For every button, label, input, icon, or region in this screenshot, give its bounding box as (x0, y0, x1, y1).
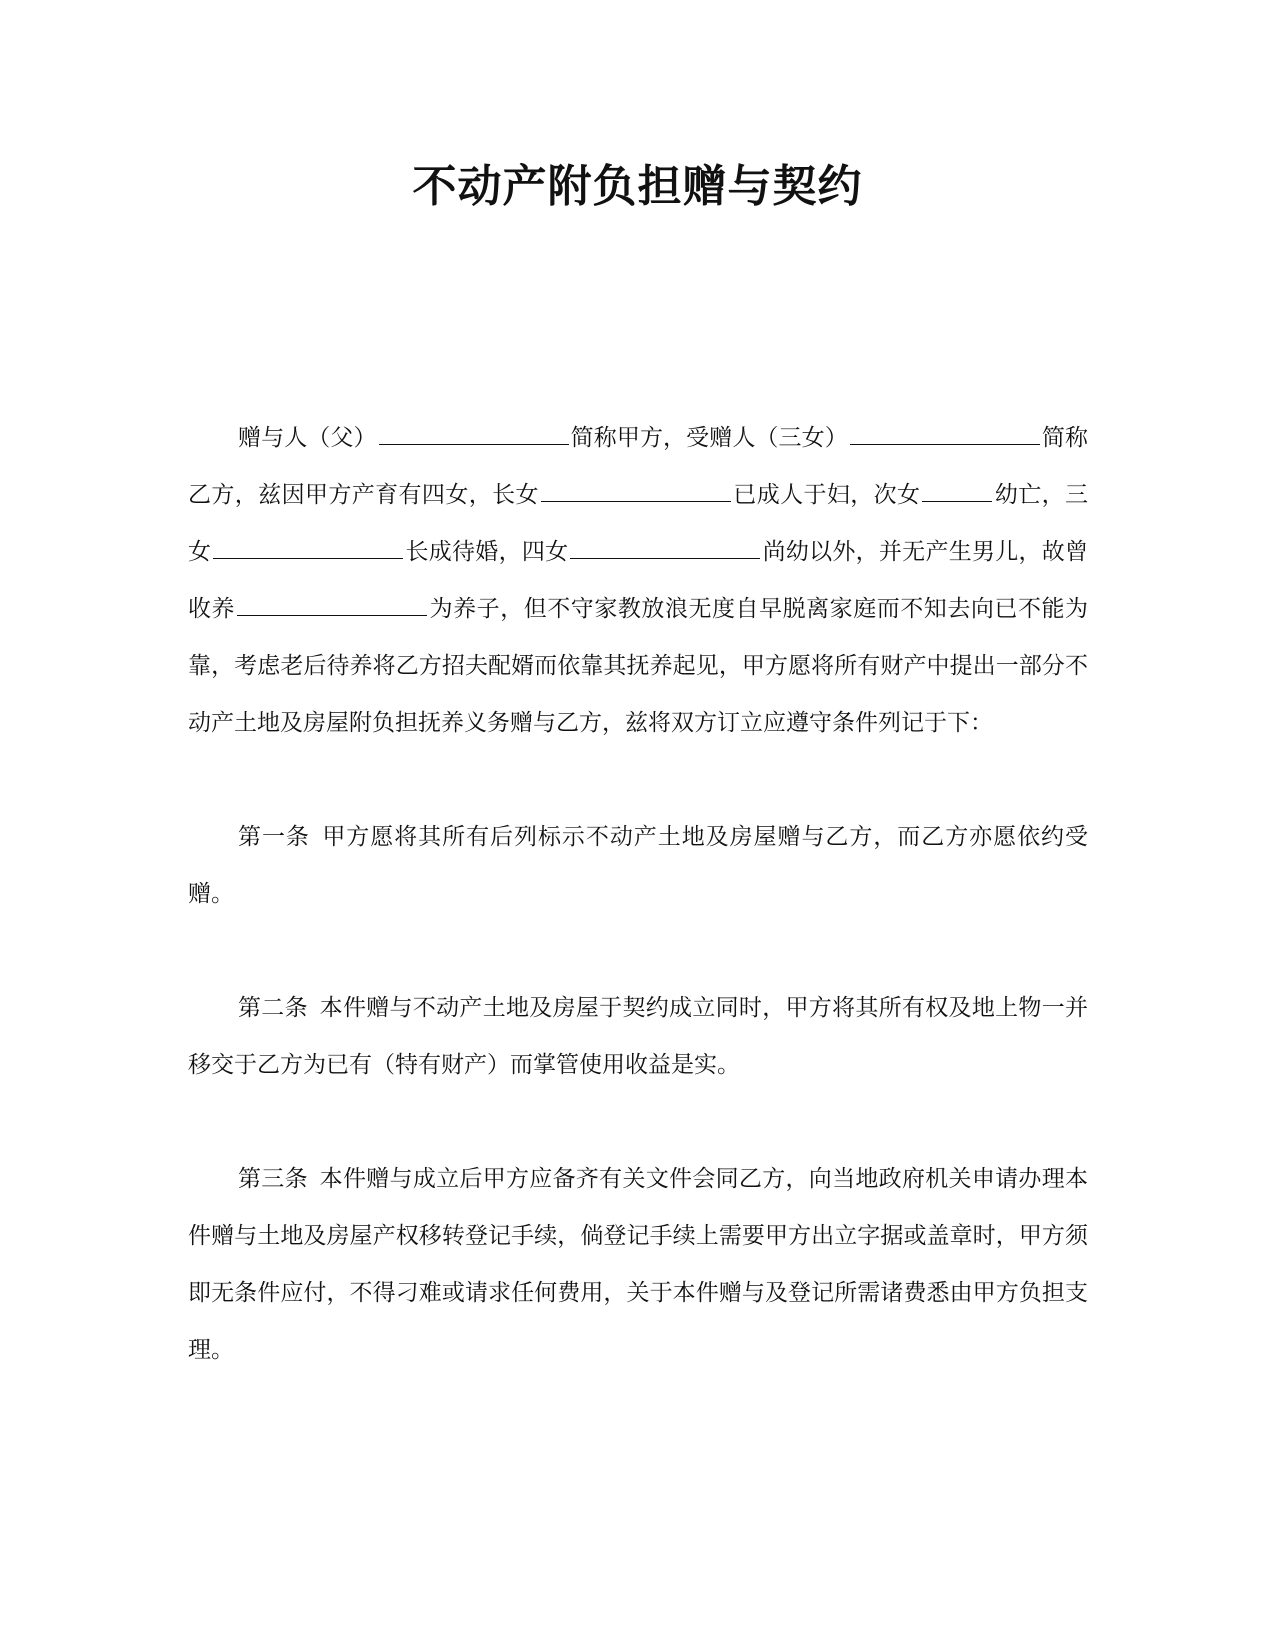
document-body (188, 410, 1088, 1379)
fourth-daughter-blank[interactable] (570, 538, 760, 559)
intro-text-5: 幼亡，三女 (188, 482, 1089, 565)
article-1-text: 甲方愿将其所有后列标示不动产土地及房屋赠与乙方，而乙方亦愿依约受赠。 (188, 824, 1089, 907)
article-1-label: 第一条 (238, 824, 310, 850)
adopted-son-blank[interactable] (237, 595, 427, 616)
document-title: 不动产附负担赠与契约 (412, 161, 863, 212)
article-3-label: 第三条 (238, 1166, 308, 1192)
paragraph-gap (188, 1094, 1088, 1151)
intro-text-8: 为养子，但不守家教放浪无度自早脱离家庭而不知去向已不能为靠，考虑老后待养将乙方招夫配婿而依靠其抚养起见，甲方愿将所有财产中提出一部分不动产土地及房屋附负担抚养义务赠与乙方，兹将双方订立应遵守条件列记于下： (188, 596, 1089, 736)
paragraph-gap (188, 752, 1088, 809)
article-2-text: 本件赠与不动产土地及房屋于契约成立同时，甲方将其所有权及地上物一并移交于乙方为已有（特有财产）而掌管使用收益是实。 (188, 995, 1088, 1078)
intro-paragraph (188, 410, 1088, 752)
intro-text-7: 尚幼以外，并无产生男儿，故曾收养 (188, 539, 1089, 622)
intro-text-4: 已成人于妇，次女 (732, 482, 921, 508)
intro-text-2: 简称甲方，受赠人（三女） (570, 425, 848, 451)
donor-name-blank[interactable] (379, 424, 569, 445)
donee-name-blank[interactable] (850, 424, 1040, 445)
article-2 (188, 980, 1088, 1094)
intro-text-3: 简称乙方，兹因甲方产育有四女，长女 (188, 425, 1089, 508)
intro-text-6: 长成待婚，四女 (405, 539, 569, 565)
article-1 (188, 809, 1088, 923)
intro-text-1: 赠与人（父） (238, 425, 377, 451)
third-daughter-blank[interactable] (213, 538, 403, 559)
paragraph-gap (188, 923, 1088, 980)
article-2-label: 第二条 (238, 995, 308, 1021)
article-3-text: 本件赠与成立后甲方应备齐有关文件会同乙方，向当地政府机关申请办理本件赠与土地及房屋产权移转登记手续，倘登记手续上需要甲方出立字据或盖章时，甲方须即无条件应付，不得刁难或请求任何费用，关于本件赠与及登记所需诸费悉由甲方负担支理。 (188, 1166, 1088, 1363)
article-3 (188, 1151, 1088, 1379)
second-daughter-blank[interactable] (922, 481, 992, 502)
eldest-daughter-blank[interactable] (541, 481, 731, 502)
